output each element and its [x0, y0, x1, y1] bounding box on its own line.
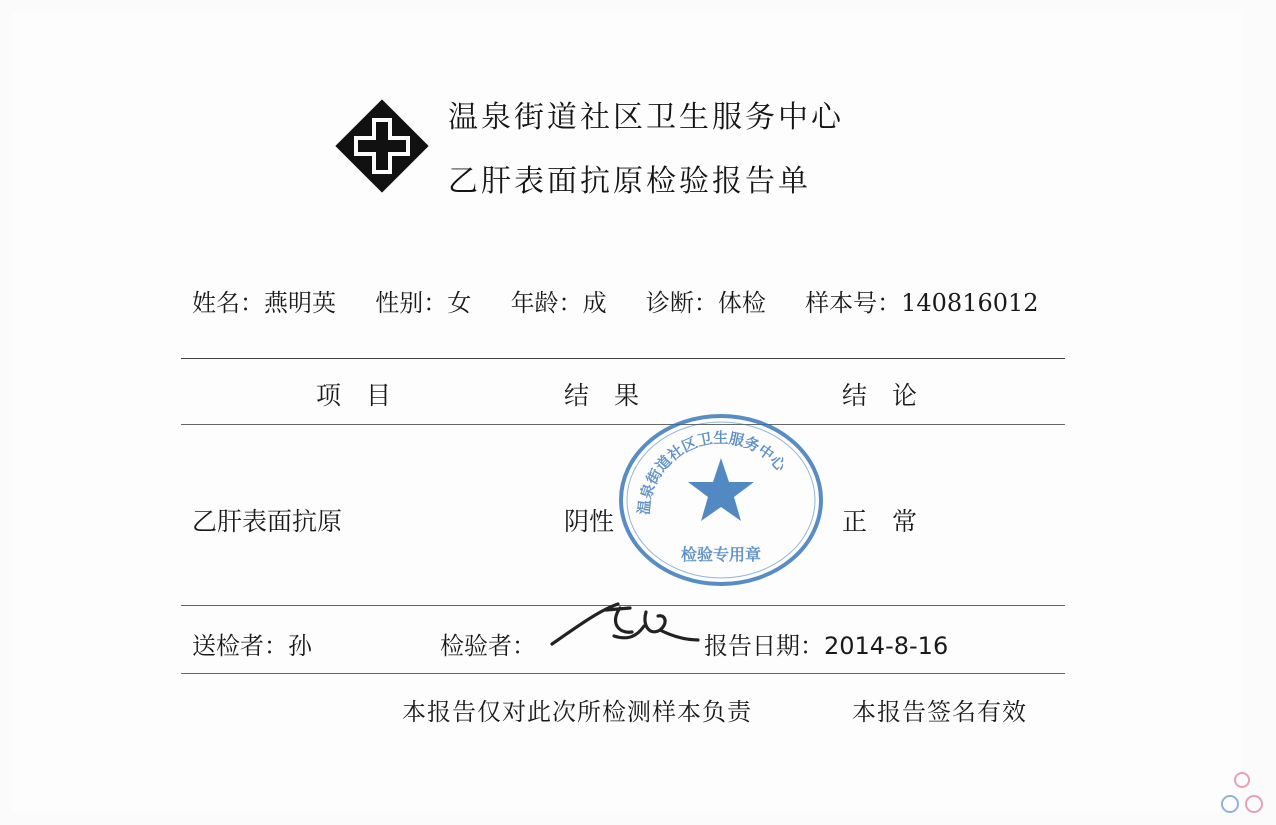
- column-header-item: 项 目: [316, 381, 392, 410]
- report-title: 乙肝表面抗原检验报告单: [448, 164, 811, 199]
- report-date-field: [704, 626, 948, 661]
- patient-name: 燕明英: [264, 289, 336, 317]
- inspector-label: 检验者：: [440, 632, 536, 660]
- row-conclusion: 正 常: [842, 507, 918, 536]
- diagnosis-label: 诊断：: [645, 289, 718, 317]
- age-label: 年龄：: [510, 289, 583, 317]
- name-label: 姓名：: [192, 289, 264, 317]
- patient-age: 成: [582, 289, 607, 317]
- sender-name: 孙: [288, 632, 312, 660]
- sender-field: [192, 626, 312, 661]
- row-item: 乙肝表面抗原: [192, 507, 343, 536]
- sex-label: 性别：: [375, 289, 448, 317]
- sample-label: 样本号：: [805, 289, 902, 317]
- patient-sex: 女: [447, 289, 472, 317]
- org-name: 温泉街道社区卫生服务中心: [448, 100, 844, 135]
- sample-number: 140816012: [901, 289, 1039, 317]
- svg-text:检验专用章: 检验专用章: [680, 545, 762, 564]
- sender-label: 送检者：: [192, 632, 288, 660]
- corner-watermark-icon: [1218, 768, 1266, 818]
- official-stamp: [612, 410, 830, 590]
- report-date-label: 报告日期：: [704, 632, 824, 660]
- table-top-rule: [181, 358, 1065, 359]
- patient-diagnosis: 体检: [717, 289, 766, 317]
- report-date: 2014-8-16: [824, 632, 949, 660]
- disclaimer-note: 本报告仅对此次所检测样本负责: [402, 698, 752, 726]
- svg-text:温泉街道社区卫生服务中心: 温泉街道社区卫生服务中心: [634, 428, 790, 516]
- medical-cross-logo: [332, 96, 432, 196]
- inspector-signature: [548, 596, 718, 652]
- patient-info-line: [192, 283, 1039, 318]
- column-header-conclusion: 结 论: [842, 381, 918, 410]
- signature-valid-note: 本报告签名有效: [852, 698, 1027, 726]
- column-header-result: 结 果: [564, 381, 640, 410]
- row-result: 阴性: [564, 507, 615, 536]
- footer-rule: [181, 673, 1065, 674]
